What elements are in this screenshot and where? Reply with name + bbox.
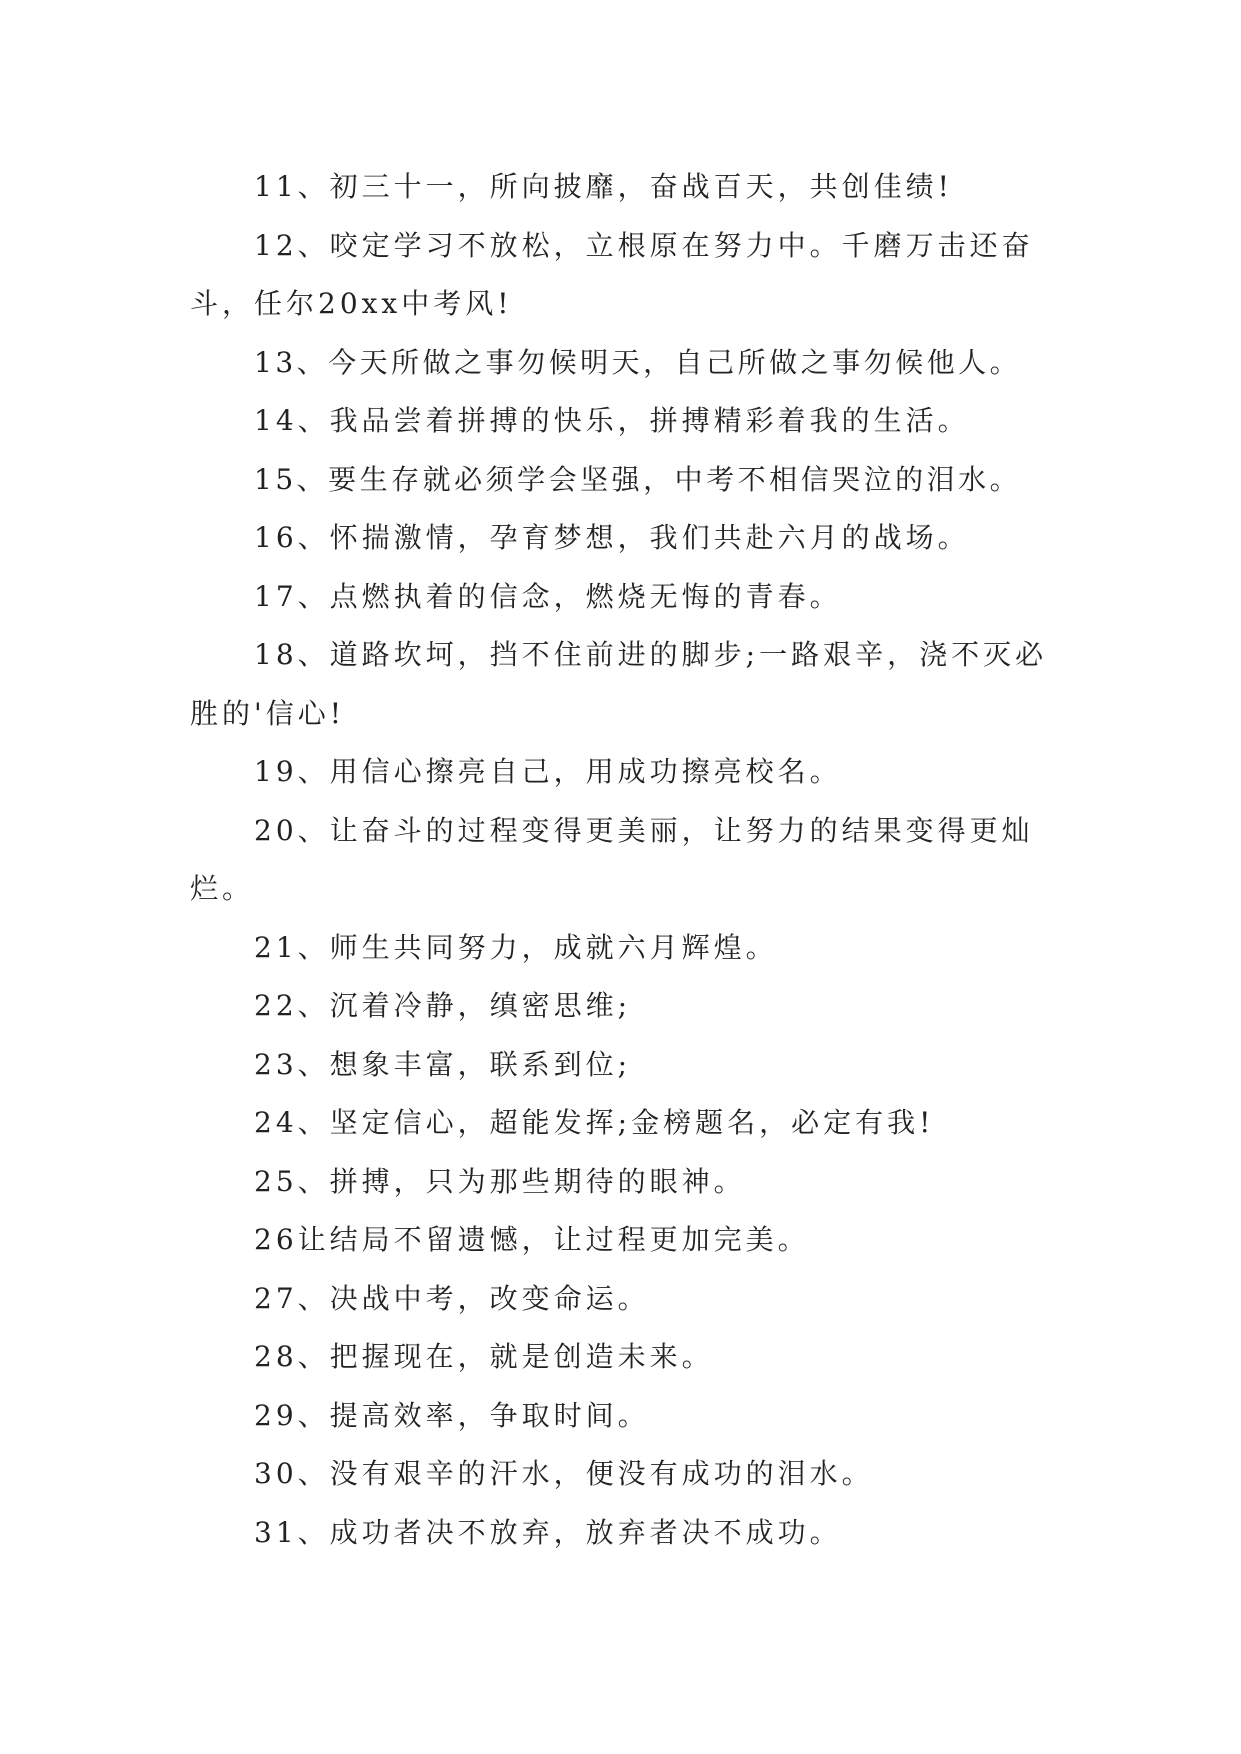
paragraph-19: 19、用信心擦亮自己，用成功擦亮校名。 <box>254 755 842 788</box>
paragraph-23: 23、想象丰富，联系到位; <box>254 1047 632 1081</box>
paragraph-31: 31、成功者决不放弃，放弃者决不成功。 <box>254 1515 842 1549</box>
paragraph-25: 25、拼搏，只为那些期待的眼神。 <box>254 1164 746 1198</box>
paragraph-24: 24、坚定信心，超能发挥;金榜题名，必定有我! <box>254 1106 935 1139</box>
paragraph-16: 16、怀揣激情，孕育梦想，我们共赴六月的战场。 <box>254 521 970 554</box>
paragraph-29: 29、提高效率，争取时间。 <box>254 1398 650 1432</box>
paragraph-13: 13、今天所做之事勿候明天，自己所做之事勿候他人。 <box>254 345 1022 379</box>
paragraph-22: 22、沉着冷静，缜密思维; <box>254 989 632 1022</box>
paragraph-26: 26让结局不留遗憾，让过程更加完美。 <box>254 1223 810 1256</box>
paragraph-20: 20、让奋斗的过程变得更美丽，让努力的结果变得更灿烂。 <box>190 813 1034 905</box>
paragraph-14: 14、我品尝着拼搏的快乐，拼搏精彩着我的生活。 <box>254 404 970 437</box>
paragraph-27: 27、决战中考，改变命运。 <box>254 1281 650 1315</box>
document-body <box>190 158 1052 1562</box>
paragraph-11: 11、初三十一，所向披靡，奋战百天，共创佳绩! <box>254 170 953 203</box>
paragraph-30: 30、没有艰辛的汗水，便没有成功的泪水。 <box>254 1457 874 1490</box>
paragraph-18: 18、道路坎坷，挡不住前进的脚步;一路艰辛，浇不灭必胜的'信心! <box>190 638 1048 730</box>
paragraph-17: 17、点燃执着的信念，燃烧无悔的青春。 <box>254 579 842 613</box>
paragraph-21: 21、师生共同努力，成就六月辉煌。 <box>254 930 778 964</box>
paragraph-15: 15、要生存就必须学会坚强，中考不相信哭泣的泪水。 <box>254 462 1022 496</box>
paragraph-12: 12、咬定学习不放松，立根原在努力中。千磨万击还奋斗，任尔20xx中考风! <box>190 228 1034 320</box>
paragraph-28: 28、把握现在，就是创造未来。 <box>254 1340 714 1373</box>
